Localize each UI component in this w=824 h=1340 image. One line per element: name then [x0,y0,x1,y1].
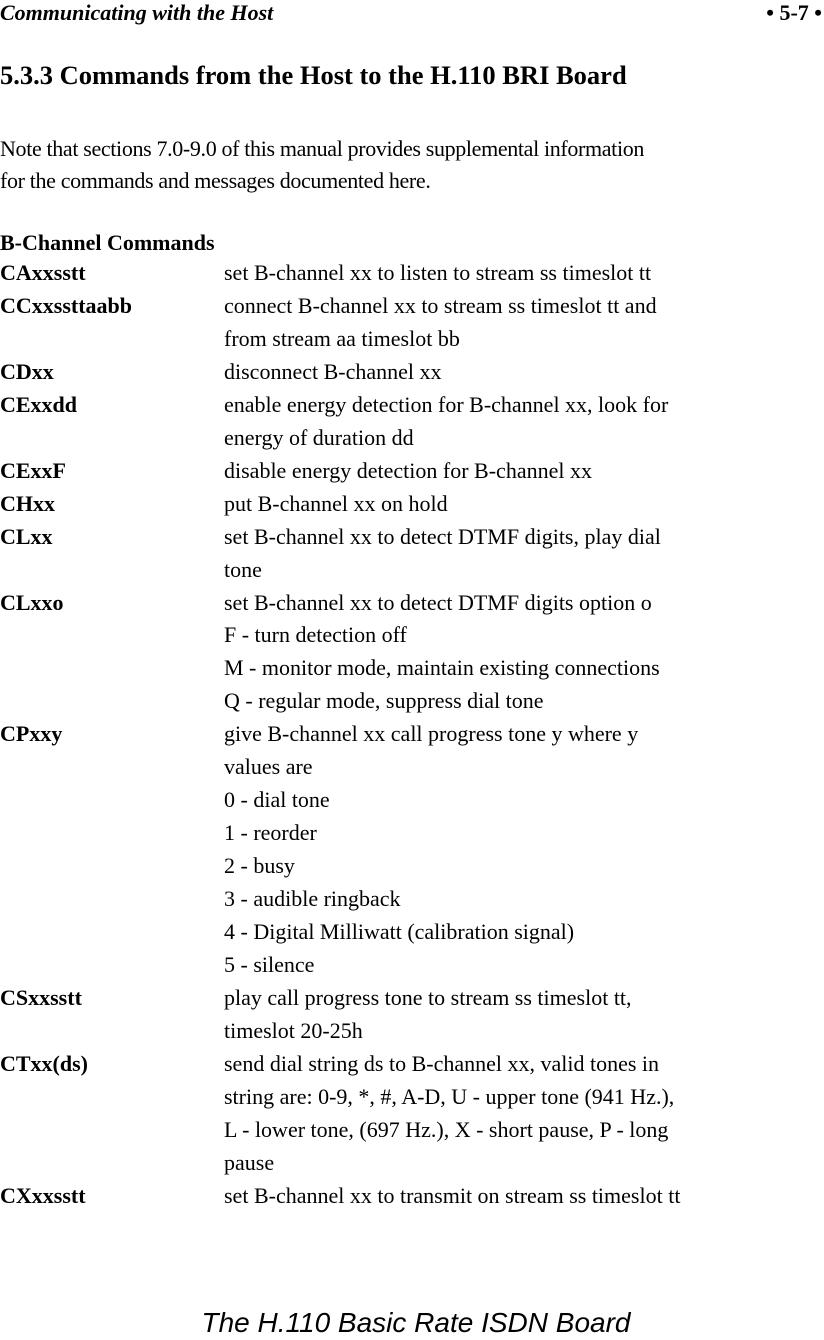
page-number: • 5-7 • [766,0,822,25]
description-line: from stream aa timeslot bb [224,325,460,351]
header-title: Communicating with the Host [0,0,274,25]
command-code: CCxxssttaabb [0,292,133,318]
command-code: CHxx [0,490,55,516]
command-code: CAxxsstt [0,260,86,285]
command-row [0,982,824,1048]
description-line: set B-channel xx to transmit on stream ss timeslot tt [224,1182,681,1208]
command-row [0,257,824,290]
command-description [224,356,824,389]
command-code: CSxxsstt [0,984,82,1010]
description-line: F - turn detection off [224,622,407,648]
command-code: CExxdd [0,391,78,417]
description-line: send dial string ds to B-channel xx, valid tones in [224,1050,660,1076]
command-code: CPxxy [0,721,63,747]
command-row [0,455,824,488]
command-description [224,488,824,521]
description-line: play call progress tone to stream ss timeslot tt, [224,984,632,1010]
description-line: Q - regular mode, suppress dial tone [224,688,544,714]
description-line: set B-channel xx to detect DTMF digits option o [224,589,652,615]
description-line: 4 - Digital Milliwatt (calibration signal) [224,919,575,945]
command-row [0,356,824,389]
command-description [224,1180,824,1213]
description-line: timeslot 20-25h [224,1017,363,1043]
command-code: CLxxo [0,589,64,615]
command-list [0,257,824,1213]
section-heading: 5.3.3 Commands from the Host to the H.110 BRI Board [0,60,627,90]
command-description [224,290,824,356]
command-row [0,290,824,356]
description-line: pause [224,1149,275,1175]
command-code: CExxF [0,457,66,483]
note-line: Note that sections 7.0-9.0 of this manual provides supplemental information [0,136,645,161]
command-description [224,389,824,455]
command-description [224,718,824,982]
description-line: energy of duration dd [224,424,414,450]
description-line: disable energy detection for B-channel xx [224,457,592,483]
command-row [0,389,824,455]
description-line: enable energy detection for B-channel xx, look for [224,391,669,417]
description-line: give B-channel xx call progress tone y where y [224,721,639,747]
command-description [224,455,824,488]
command-row [0,587,824,719]
description-line: set B-channel xx to detect DTMF digits, play dial [224,523,661,549]
description-line: disconnect B-channel xx [224,358,442,384]
page-footer: The H.110 Basic Rate ISDN Board [201,1307,631,1338]
description-line: tone [224,556,262,582]
command-row [0,718,824,982]
command-description [224,257,824,290]
description-line: 0 - dial tone [224,787,330,813]
description-line: values are [224,754,313,780]
description-line: 5 - silence [224,952,315,978]
command-row [0,488,824,521]
command-code: CXxxsstt [0,1182,86,1208]
subsection-title: B-Channel Commands [0,230,215,255]
description-line: set B-channel xx to listen to stream ss timeslot tt [224,260,652,285]
running-header [0,0,824,26]
description-line: 3 - audible ringback [224,886,401,912]
command-description [224,1048,824,1180]
command-description [224,521,824,587]
command-row [0,1180,824,1213]
command-description [224,982,824,1048]
command-code: CDxx [0,358,54,384]
description-line: 2 - busy [224,853,295,879]
command-row [0,521,824,587]
description-line: string are: 0-9, *, #, A-D, U - upper tone (941 Hz.), [224,1083,675,1109]
description-line: put B-channel xx on hold [224,490,448,516]
note-paragraph [0,133,824,197]
command-code: CLxx [0,523,53,549]
command-description [224,587,824,719]
note-line: for the commands and messages documented here. [0,168,431,193]
description-line: connect B-channel xx to stream ss timeslot tt and [224,292,657,318]
command-row [0,1048,824,1180]
command-code: CTxx(ds) [0,1050,89,1076]
description-line: M - monitor mode, maintain existing connections [224,655,660,681]
description-line: 1 - reorder [224,820,317,846]
description-line: L - lower tone, (697 Hz.), X - short pause, P - long [224,1116,669,1142]
